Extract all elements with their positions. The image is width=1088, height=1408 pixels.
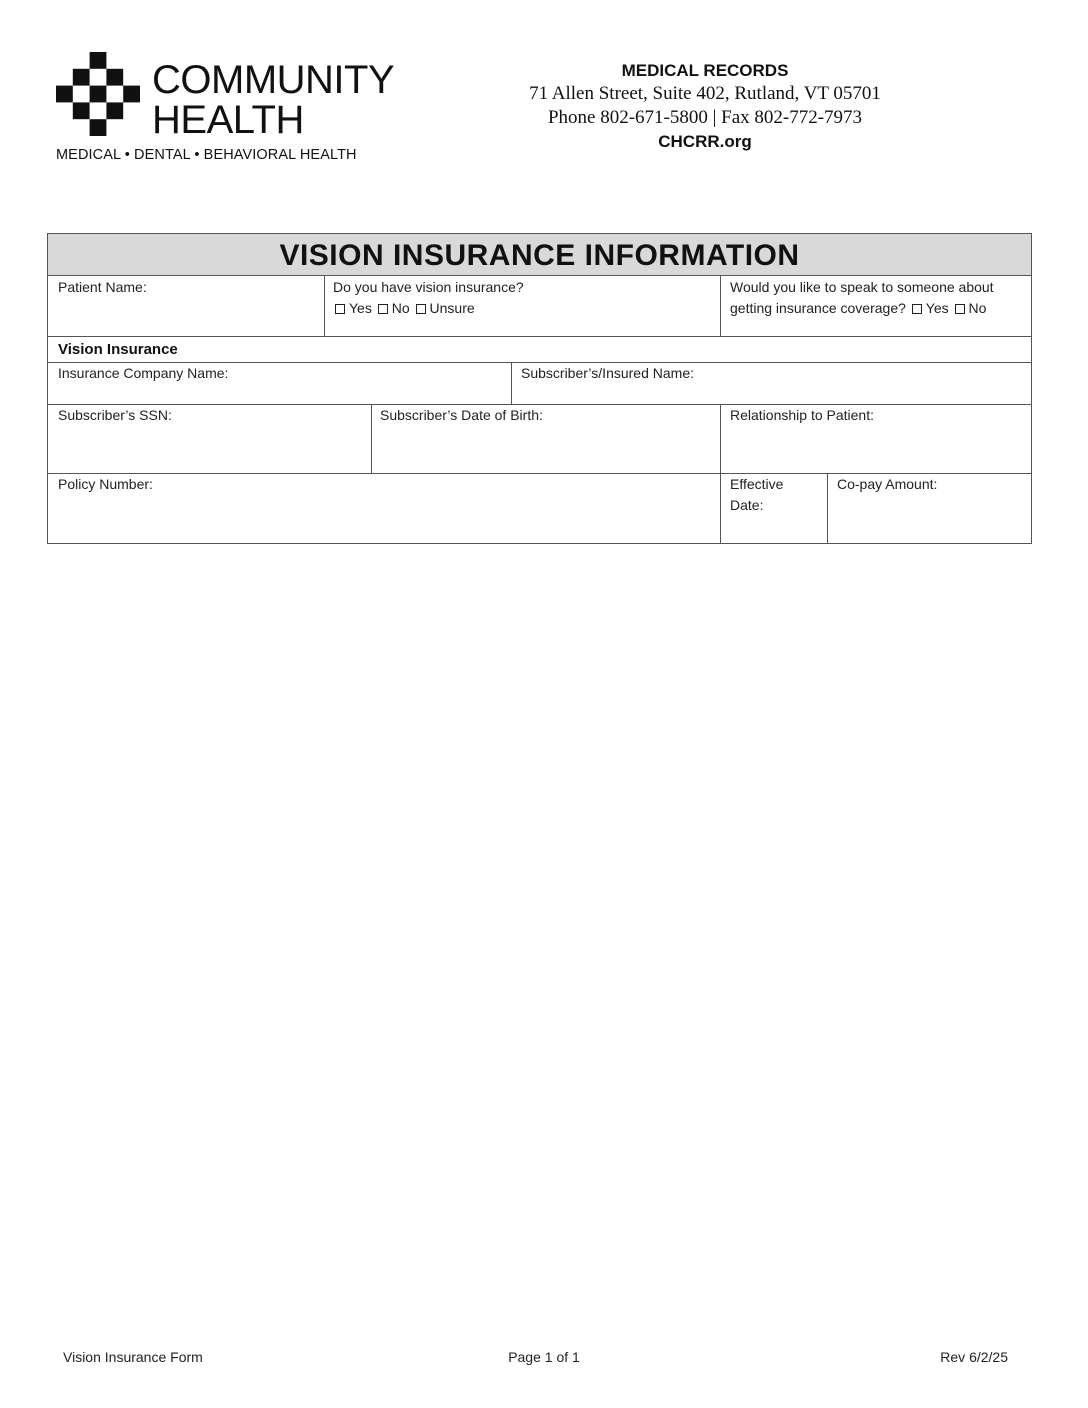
patient-name-field[interactable]	[58, 277, 318, 335]
department-title: MEDICAL RECORDS	[621, 61, 789, 80]
patient-name-label: Patient Name:	[58, 279, 147, 295]
has-vision-question: Do you have vision insurance?	[333, 279, 524, 295]
logo-name-line1: COMMUNITY	[152, 58, 395, 102]
no-option-label: No	[391, 300, 410, 316]
vision-insurance-form	[47, 233, 1032, 544]
subscriber-ssn-field[interactable]	[58, 405, 363, 472]
subscriber-dob-label: Subscriber’s Date of Birth:	[380, 407, 543, 423]
address-line: 71 Allen Street, Suite 402, Rutland, VT 05701	[529, 83, 881, 104]
relationship-field[interactable]	[730, 405, 1025, 472]
no-checkbox[interactable]	[378, 304, 388, 314]
footer-revision: Rev 6/2/25	[940, 1349, 1008, 1365]
subscriber-name-field[interactable]	[521, 363, 1026, 403]
copay-amount-field[interactable]	[837, 474, 1027, 541]
logo-name-line2: HEALTH	[152, 98, 304, 142]
insurance-company-label: Insurance Company Name:	[58, 365, 229, 381]
subscriber-ssn-label: Subscriber’s SSN:	[58, 407, 172, 423]
policy-number-label: Policy Number:	[58, 476, 153, 492]
effective-date-label-line1: Effective	[730, 476, 784, 492]
community-health-logo	[56, 52, 396, 167]
header-contact-block	[500, 60, 910, 154]
speak-about-coverage-field	[730, 277, 1030, 319]
effective-date-label-line2: Date:	[730, 497, 764, 513]
row-divider	[48, 336, 1031, 337]
column-divider	[324, 276, 325, 336]
column-divider	[827, 473, 828, 543]
checkered-cross-icon	[56, 52, 140, 136]
column-divider	[371, 404, 372, 473]
speak-no-label: No	[968, 300, 987, 316]
speak-question-line1: Would you like to speak to someone about	[730, 279, 994, 295]
yes-checkbox[interactable]	[335, 304, 345, 314]
footer-page-number: Page 1 of 1	[508, 1349, 580, 1365]
copay-amount-label: Co-pay Amount:	[837, 476, 938, 492]
effective-date-field[interactable]	[730, 474, 825, 541]
subscriber-name-label: Subscriber’s/Insured Name:	[521, 365, 695, 381]
subscriber-dob-field[interactable]	[380, 405, 715, 472]
speak-yes-label: Yes	[925, 300, 949, 316]
form-title: VISION INSURANCE INFORMATION	[48, 234, 1031, 276]
footer-form-name: Vision Insurance Form	[63, 1349, 203, 1365]
speak-yes-checkbox[interactable]	[912, 304, 922, 314]
column-divider	[720, 404, 721, 473]
website-link[interactable]: CHCRR.org	[658, 132, 752, 151]
unsure-checkbox[interactable]	[416, 304, 426, 314]
speak-no-checkbox[interactable]	[955, 304, 965, 314]
relationship-label: Relationship to Patient:	[730, 407, 874, 423]
yes-option-label: Yes	[349, 300, 372, 316]
section-title: Vision Insurance	[58, 341, 178, 358]
policy-number-field[interactable]	[58, 474, 713, 541]
phone-fax-line: Phone 802-671-5800 | Fax 802-772-7973	[547, 107, 863, 128]
column-divider	[720, 276, 721, 336]
logo-tagline: MEDICAL • DENTAL • BEHAVIORAL HEALTH	[56, 147, 357, 163]
unsure-option-label: Unsure	[429, 300, 475, 316]
column-divider	[720, 473, 721, 543]
has-vision-insurance-field	[333, 277, 713, 319]
insurance-company-field[interactable]	[58, 363, 503, 403]
column-divider	[511, 362, 512, 404]
speak-question-line2: getting insurance coverage?	[730, 300, 906, 316]
